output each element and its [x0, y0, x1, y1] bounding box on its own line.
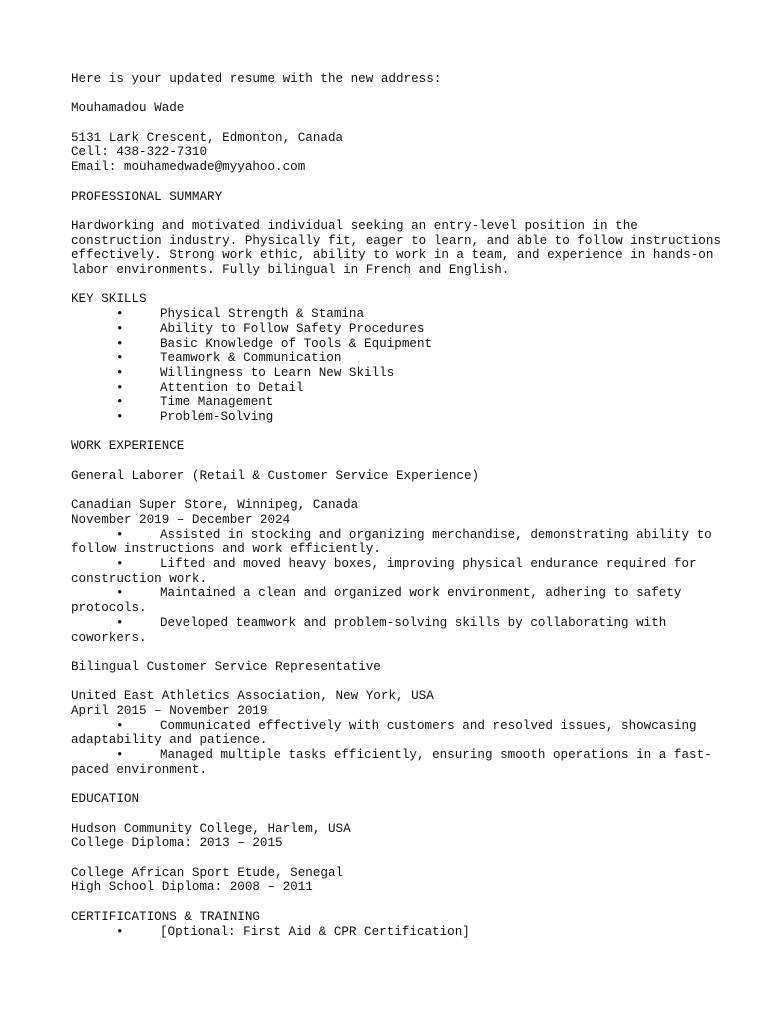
resume-document: [71, 72, 731, 939]
bullet-icon: •: [116, 410, 124, 425]
spacer: [71, 675, 731, 690]
list-item: [71, 528, 731, 557]
section-heading-education: EDUCATION: [71, 792, 140, 807]
skill-label: Basic Knowledge of Tools & Equipment: [160, 336, 433, 351]
spacer: [71, 851, 731, 866]
section-heading-certifications: CERTIFICATIONS & TRAINING: [71, 909, 260, 924]
duty-text: Assisted in stocking and organizing merchandise, demonstrating ability to follow instructions and work efficiently.: [71, 527, 712, 557]
list-item: [71, 337, 731, 352]
spacer: [71, 278, 731, 293]
job-duties-list: [71, 528, 731, 646]
certification-label: [Optional: First Aid & CPR Certification]: [160, 924, 470, 939]
bullet-icon: •: [116, 336, 124, 351]
skill-label: Attention to Detail: [160, 380, 304, 395]
bullet-icon: •: [116, 557, 124, 572]
bullet-icon: •: [116, 380, 124, 395]
skill-label: Willingness to Learn New Skills: [160, 365, 395, 380]
skill-label: Problem-Solving: [160, 410, 274, 425]
list-item: [71, 616, 731, 645]
job-company: Canadian Super Store, Winnipeg, Canada: [71, 498, 359, 513]
certifications-list: [71, 925, 731, 940]
job-dates: April 2015 – November 2019: [71, 704, 268, 719]
spacer: [71, 895, 731, 910]
skill-label: Ability to Follow Safety Procedures: [160, 321, 425, 336]
bullet-icon: •: [116, 307, 124, 322]
spacer: [71, 778, 731, 793]
bullet-icon: •: [116, 351, 124, 366]
list-item: [71, 925, 731, 940]
contact-address: 5131 Lark Crescent, Edmonton, Canada: [71, 130, 344, 145]
list-item: [71, 586, 731, 615]
list-item: [71, 719, 731, 748]
list-item: [71, 410, 731, 425]
duty-text: Lifted and moved heavy boxes, improving physical endurance required for construction work.: [71, 557, 697, 586]
list-item: [71, 351, 731, 366]
list-item: [71, 381, 731, 396]
spacer: [71, 204, 731, 219]
spacer: [71, 807, 731, 822]
spacer: [71, 116, 731, 131]
bullet-icon: •: [116, 748, 124, 763]
spacer: [71, 175, 731, 190]
bullet-icon: •: [116, 924, 124, 939]
section-heading-summary: PROFESSIONAL SUMMARY: [71, 189, 223, 204]
school-name: Hudson Community College, Harlem, USA: [71, 821, 351, 836]
bullet-icon: •: [116, 395, 124, 410]
spacer: [71, 87, 731, 102]
section-heading-skills: KEY SKILLS: [71, 292, 147, 307]
skills-list: [71, 307, 731, 425]
job-title: Bilingual Customer Service Representative: [71, 659, 381, 674]
list-item: [71, 557, 731, 586]
duty-text: Communicated effectively with customers and resolved issues, showcasing adaptability and patience.: [71, 718, 697, 748]
spacer: [71, 645, 731, 660]
bullet-icon: •: [116, 615, 124, 630]
bullet-icon: •: [116, 586, 124, 601]
section-heading-experience: WORK EXPERIENCE: [71, 439, 185, 454]
bullet-icon: •: [116, 321, 124, 336]
job-dates: November 2019 – December 2024: [71, 512, 291, 527]
duty-text: Developed teamwork and problem-solving skills by collaborating with coworkers.: [71, 615, 667, 645]
spacer: [71, 454, 731, 469]
skill-label: Teamwork & Communication: [160, 351, 342, 366]
list-item: [71, 322, 731, 337]
bullet-icon: •: [116, 527, 124, 542]
contact-email: Email: mouhamedwade@myyahoo.com: [71, 160, 306, 175]
job-company: United East Athletics Association, New York, USA: [71, 689, 434, 704]
job-duties-list: [71, 719, 731, 778]
skill-label: Time Management: [160, 395, 274, 410]
bullet-icon: •: [116, 365, 124, 380]
list-item: [71, 366, 731, 381]
school-detail: College Diploma: 2013 – 2015: [71, 836, 283, 851]
list-item: [71, 307, 731, 322]
duty-text: Maintained a clean and organized work environment, adhering to safety protocols.: [71, 586, 682, 616]
contact-cell: Cell: 438-322-7310: [71, 145, 208, 160]
duty-text: Managed multiple tasks efficiently, ensuring smooth operations in a fast-paced environment.: [71, 748, 712, 777]
school-detail: High School Diploma: 2008 – 2011: [71, 880, 313, 895]
candidate-name: Mouhamadou Wade: [71, 101, 185, 116]
summary-paragraph: Hardworking and motivated individual seeking an entry-level position in the construction industry. Physically fit, eager to learn, and able to follow instructions effectively. Strong work ethic, ability to work in a team, and experience in hands-on labor environments. Fully bilingual in French and English.: [71, 218, 721, 278]
list-item: [71, 748, 731, 777]
job-title: General Laborer (Retail & Customer Service Experience): [71, 468, 480, 483]
spacer: [71, 425, 731, 440]
school-name: College African Sport Etude, Senegal: [71, 865, 344, 880]
intro-text: Here is your updated resume with the new address:: [71, 72, 442, 86]
skill-label: Physical Strength & Stamina: [160, 307, 365, 322]
spacer: [71, 484, 731, 499]
bullet-icon: •: [116, 718, 124, 733]
list-item: [71, 395, 731, 410]
